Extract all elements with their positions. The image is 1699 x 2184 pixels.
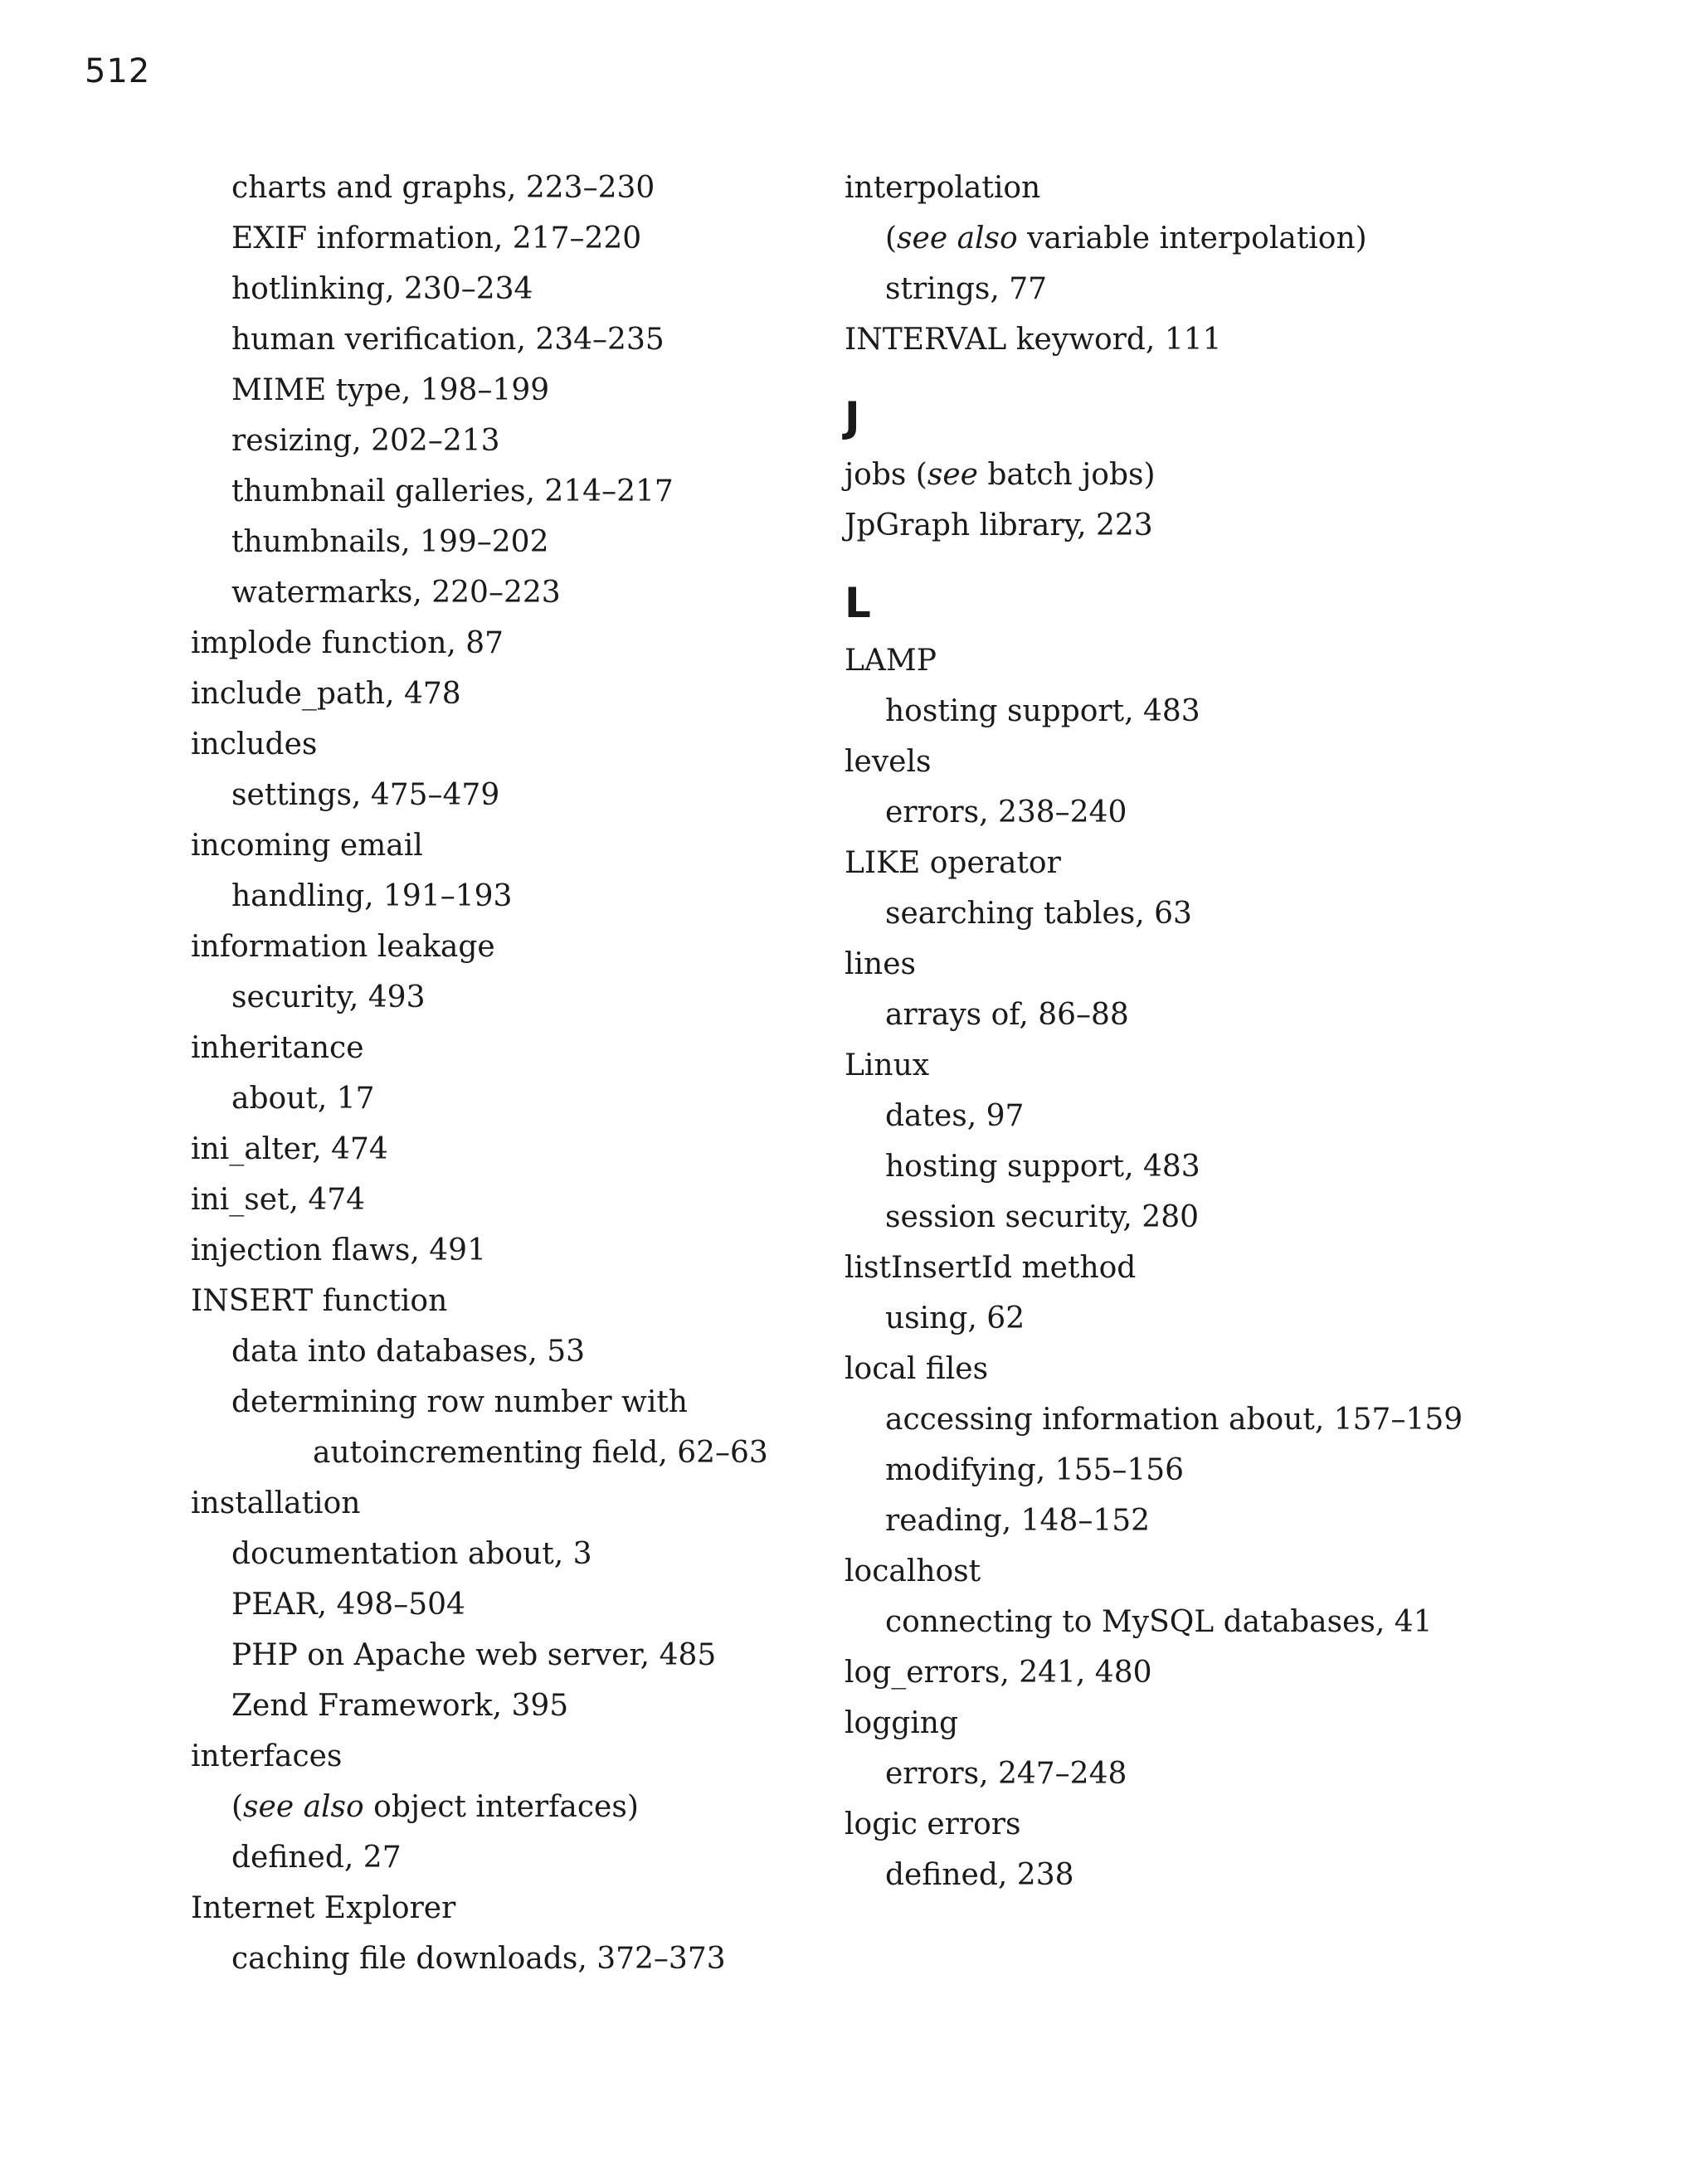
index-subentry: using, 62 bbox=[885, 1301, 1025, 1335]
index-term: implode function, 87 bbox=[191, 626, 504, 660]
index-subentry: dates, 97 bbox=[885, 1099, 1025, 1133]
index-subentry: errors, 247–248 bbox=[885, 1757, 1127, 1791]
index-subentry: defined, 238 bbox=[885, 1858, 1074, 1892]
index-subentry: data into databases, 53 bbox=[231, 1335, 586, 1369]
index-term: ini_alter, 474 bbox=[191, 1132, 388, 1166]
index-subentry: charts and graphs, 223–230 bbox=[231, 171, 655, 205]
index-subentry: caching file downloads, 372–373 bbox=[231, 1942, 726, 1976]
index-term: installation bbox=[191, 1486, 361, 1520]
index-subentry: arrays of, 86–88 bbox=[885, 998, 1129, 1032]
index-subentry: thumbnails, 199–202 bbox=[231, 525, 549, 559]
index-term: JpGraph library, 223 bbox=[845, 508, 1153, 542]
index-subentry: strings, 77 bbox=[885, 272, 1048, 306]
index-subentry: security, 493 bbox=[231, 980, 426, 1014]
index-term: incoming email bbox=[191, 829, 423, 863]
index-subentry: resizing, 202–213 bbox=[231, 424, 500, 458]
index-subentry: errors, 238–240 bbox=[885, 795, 1127, 829]
index-subentry: PEAR, 498–504 bbox=[231, 1588, 465, 1622]
see-also-label: see also bbox=[243, 1790, 364, 1824]
index-subentry: determining row number with bbox=[231, 1385, 688, 1419]
index-subentry: defined, 27 bbox=[231, 1841, 402, 1875]
see-also-label: see bbox=[927, 458, 978, 492]
index-term: INSERT function bbox=[191, 1284, 448, 1318]
index-term: injection flaws, 491 bbox=[191, 1233, 486, 1267]
index-subentry: handling, 191–193 bbox=[231, 879, 513, 913]
index-term: log_errors, 241, 480 bbox=[845, 1656, 1152, 1690]
index-column-right bbox=[845, 163, 1674, 1900]
index-subentry: (see also object interfaces) bbox=[231, 1790, 639, 1824]
index-column-left bbox=[191, 163, 821, 1984]
see-also-label: see also bbox=[897, 221, 1018, 255]
section-letter-heading: L bbox=[845, 579, 871, 627]
index-subentry: autoincrementing field, 62–63 bbox=[313, 1436, 768, 1470]
index-subentry: connecting to MySQL databases, 41 bbox=[885, 1605, 1433, 1639]
index-term: LIKE operator bbox=[845, 846, 1061, 880]
index-subentry: reading, 148–152 bbox=[885, 1504, 1151, 1538]
index-term: jobs (see batch jobs) bbox=[845, 458, 1156, 492]
index-subentry: watermarks, 220–223 bbox=[231, 576, 561, 610]
index-term: include_path, 478 bbox=[191, 677, 461, 711]
index-subentry: hosting support, 483 bbox=[885, 1150, 1200, 1184]
index-term: interpolation bbox=[845, 171, 1041, 205]
index-subentry: modifying, 155–156 bbox=[885, 1453, 1185, 1487]
index-term: levels bbox=[845, 745, 932, 779]
index-subentry: accessing information about, 157–159 bbox=[885, 1403, 1463, 1437]
index-subentry: hotlinking, 230–234 bbox=[231, 272, 533, 306]
index-term: includes bbox=[191, 727, 318, 761]
index-subentry: documentation about, 3 bbox=[231, 1537, 592, 1571]
index-term: lines bbox=[845, 947, 916, 981]
index-term: INTERVAL keyword, 111 bbox=[845, 323, 1222, 357]
index-subentry: hosting support, 483 bbox=[885, 694, 1200, 728]
index-term: logging bbox=[845, 1706, 959, 1740]
index-term: information leakage bbox=[191, 930, 495, 964]
index-subentry: PHP on Apache web server, 485 bbox=[231, 1638, 717, 1672]
index-subentry: (see also variable interpolation) bbox=[885, 221, 1367, 255]
index-subentry: settings, 475–479 bbox=[231, 778, 500, 812]
index-subentry: EXIF information, 217–220 bbox=[231, 221, 642, 255]
index-term: LAMP bbox=[845, 644, 937, 678]
index-term: interfaces bbox=[191, 1739, 343, 1773]
index-term: ini_set, 474 bbox=[191, 1183, 366, 1217]
index-term: logic errors bbox=[845, 1807, 1021, 1841]
index-subentry: Zend Framework, 395 bbox=[231, 1689, 569, 1723]
index-subentry: searching tables, 63 bbox=[885, 897, 1192, 931]
index-subentry: MIME type, 198–199 bbox=[231, 373, 550, 407]
index-term: Linux bbox=[845, 1048, 930, 1082]
index-term: listInsertId method bbox=[845, 1251, 1137, 1285]
index-term: inheritance bbox=[191, 1031, 364, 1065]
index-term: Internet Explorer bbox=[191, 1891, 456, 1925]
index-subentry: session security, 280 bbox=[885, 1200, 1200, 1234]
index-subentry: about, 17 bbox=[231, 1082, 375, 1116]
index-subentry: thumbnail galleries, 214–217 bbox=[231, 474, 674, 508]
section-letter-heading: J bbox=[845, 393, 860, 441]
index-term: local files bbox=[845, 1352, 989, 1386]
index-subentry: human verification, 234–235 bbox=[231, 323, 665, 357]
page-number: 512 bbox=[85, 52, 151, 90]
index-term: localhost bbox=[845, 1554, 981, 1588]
